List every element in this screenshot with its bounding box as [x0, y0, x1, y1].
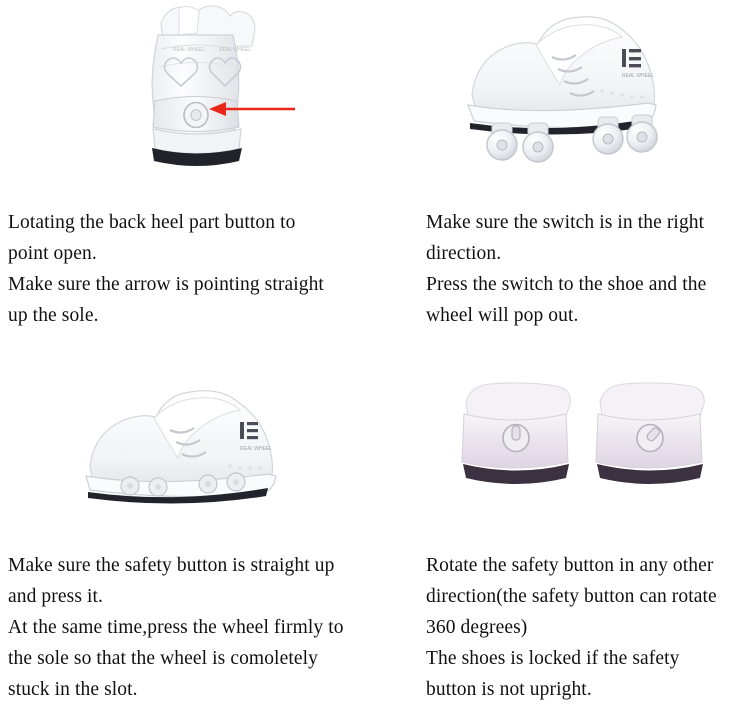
caption-line: button is not upright. [426, 679, 592, 700]
panel-2-caption [420, 185, 751, 331]
panel-1-caption [0, 185, 420, 331]
shoe-side-wheels-retracted-photo [0, 370, 420, 530]
caption-line: direction. [426, 243, 502, 264]
panel-3 [0, 370, 420, 700]
shoe-retracted-illustration [60, 380, 360, 530]
caption-line: The shoes is locked if the safety [426, 648, 680, 669]
caption-line: the sole so that the wheel is comoletely [8, 648, 318, 669]
svg-text:REAL WHEEL: REAL WHEEL [240, 446, 273, 452]
caption-line: and press it. [8, 586, 103, 607]
caption-line: 360 degrees) [426, 617, 528, 638]
caption-line: up the sole. [8, 305, 99, 326]
heel-right [596, 383, 704, 484]
svg-text:REAL WHEEL: REAL WHEEL [219, 47, 252, 53]
panel-1 [0, 0, 420, 370]
caption-line: Press the switch to the shoe and the [426, 274, 707, 295]
red-arrow-icon [209, 102, 295, 116]
shoe-side-wheels-out-photo [420, 0, 751, 185]
two-heels-safety-button-photo [420, 370, 751, 530]
svg-text:REAL WHEEL: REAL WHEEL [173, 47, 206, 53]
panel-4-caption [420, 530, 751, 705]
heels-safety-button-illustration [436, 380, 736, 530]
shoe-back-heel-button-photo [0, 0, 420, 185]
panel-4 [420, 370, 751, 700]
caption-line: Make sure the switch is in the right [426, 212, 705, 233]
caption-line: Make sure the safety button is straight up [8, 555, 335, 576]
shoe-back-illustration [95, 5, 325, 185]
caption-line: direction(the safety button can rotate [426, 586, 717, 607]
caption-line: stuck in the slot. [8, 679, 138, 700]
caption-line: Lotating the back heel part button to [8, 212, 296, 233]
svg-text:REAL WHEEL: REAL WHEEL [621, 73, 654, 79]
caption-line: Make sure the arrow is pointing straight [8, 274, 324, 295]
heel-left [462, 383, 570, 484]
caption-line: At the same time,press the wheel firmly to [8, 617, 344, 638]
panel-2 [420, 0, 751, 370]
shoe-side-wheels-illustration [436, 5, 736, 185]
caption-line: Rotate the safety button in any other [426, 555, 714, 576]
caption-line: wheel will pop out. [426, 305, 579, 326]
caption-line: point open. [8, 243, 97, 264]
panel-3-caption [0, 530, 420, 705]
